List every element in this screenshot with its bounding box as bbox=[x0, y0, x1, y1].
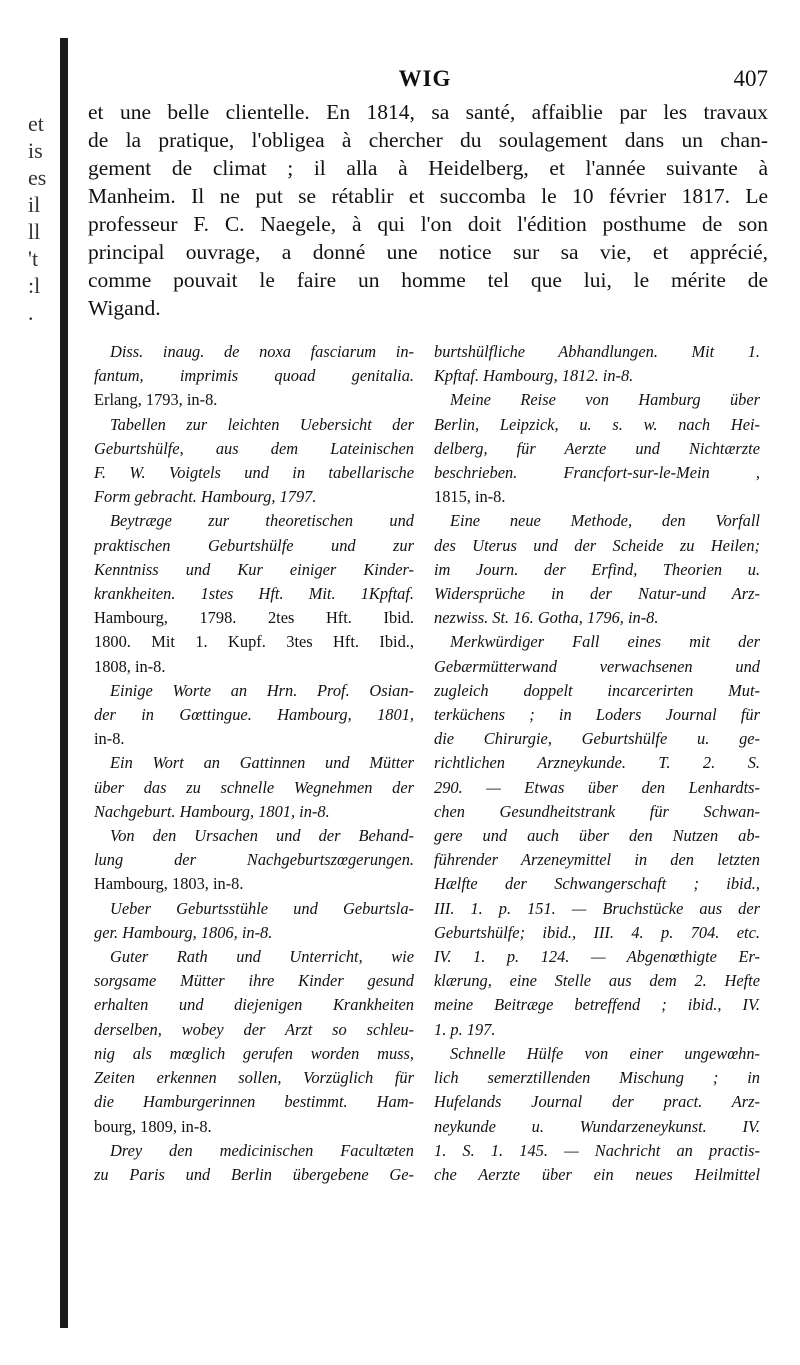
bibliography-line: nezwiss. St. 16. Gotha, 1796, in-8. bbox=[434, 608, 659, 628]
gutter-fragment: 't bbox=[28, 246, 39, 271]
bibliography-line: burtshülfliche Abhandlungen. Mit 1. bbox=[434, 342, 760, 361]
bibliography-line: führender Arzeneymittel in den letzten bbox=[434, 850, 760, 870]
bibliography-line: Kenntniss und Kur einiger Kinder- bbox=[94, 559, 414, 579]
bibliography-line: F. W. Voigtels und in tabellarische bbox=[94, 463, 414, 483]
bibliography-line: 1800. Mit 1. Kupf. 3tes Hft. Ibid., bbox=[94, 632, 414, 652]
bibliography-line: Beytræge zur theoretischen und bbox=[110, 511, 414, 531]
bibliography-line: des Uterus und der Scheide zu Heilen; bbox=[434, 535, 760, 555]
bibliography-line: Widersprüche in der Natur-und Arz- bbox=[434, 584, 760, 604]
bibliography-line: Geburtshülfe, aus dem Lateinischen bbox=[94, 438, 414, 458]
previous-page-fragments bbox=[28, 110, 52, 326]
bibliography-line: bourg, 1809, in-8. bbox=[94, 1116, 212, 1136]
bibliography-line: richtlichen Arzneykunde. T. 2. S. bbox=[434, 753, 760, 773]
bibliography-line: lich semerztillenden Mischung ; in bbox=[434, 1068, 760, 1088]
bibliography-line: Drey den medicinischen Facultæten bbox=[110, 1140, 414, 1160]
bibliography-line: IV. 1. p. 124. — Abgenœthigte Er- bbox=[434, 947, 760, 967]
bibliography-line: sorgsame Mütter ihre Kinder gesund bbox=[94, 971, 414, 991]
bibliography-line: Diss. inaug. de noxa fasciarum in- bbox=[110, 342, 414, 361]
paragraph-line: Manheim. Il ne put se rétablir et succomba le 10 février 1817. Le bbox=[88, 184, 768, 208]
paragraph-line: professeur F. C. Naegele, à qui l'on doit l'édition posthume de son bbox=[88, 212, 768, 236]
bibliography-line: meine Beitræge betreffend ; ibid., IV. bbox=[434, 995, 760, 1015]
paragraph-line: comme pouvait le faire un homme tel que lui, le mérite de bbox=[88, 268, 768, 292]
bibliography-line: 1. p. 197. bbox=[434, 1019, 496, 1039]
bibliography-line: zugleich doppelt incarcerirten Mut- bbox=[434, 680, 760, 700]
page-header bbox=[82, 66, 768, 96]
gutter-fragment: :l bbox=[28, 273, 41, 298]
bibliography-line: derselben, wobey der Arzt so schleu- bbox=[94, 1019, 414, 1039]
bibliography-line: Schnelle Hülfe von einer ungewœhn- bbox=[450, 1043, 760, 1063]
bibliography-line: zu Paris und Berlin übergebene Ge- bbox=[94, 1164, 414, 1184]
bibliography-line: praktischen Geburtshülfe und zur bbox=[94, 535, 414, 555]
bibliography-line: Merkwürdiger Fall eines mit der bbox=[450, 632, 760, 652]
bibliography-line: Guter Rath und Unterricht, wie bbox=[110, 947, 414, 967]
bibliography-line: gere und auch über den Nutzen ab- bbox=[434, 826, 760, 846]
gutter-fragment: es bbox=[28, 165, 47, 190]
bibliography-line: delberg, für Aerzte und Nichtærzte bbox=[434, 438, 760, 458]
bibliography-line: Hufelands Journal der pract. Arz- bbox=[434, 1092, 760, 1112]
paragraph-line: gement de climat ; il alla à Heidelberg, et l'année suivante à bbox=[88, 156, 768, 180]
bibliography-line: Geburtshülfe; ibid., III. 4. p. 704. etc. bbox=[434, 922, 760, 942]
gutter-fragment: il bbox=[28, 192, 41, 217]
bibliography-line: Ueber Geburtsstühle und Geburtsla- bbox=[110, 898, 414, 918]
paragraph-line: de la pratique, l'obligea à chercher du soulagement dans un chan- bbox=[88, 128, 768, 152]
bibliography-line: 1815, in-8. bbox=[434, 487, 506, 507]
bibliography-line: krankheiten. 1stes Hft. Mit. 1Kpftaf. bbox=[94, 584, 414, 604]
bibliography-line: über das zu schnelle Wegnehmen der bbox=[94, 777, 414, 797]
bibliography-line: Hambourg, 1798. 2tes Hft. Ibid. bbox=[94, 608, 414, 628]
biography-paragraph bbox=[88, 98, 768, 322]
paragraph-line: et une belle clientelle. En 1814, sa santé, affaiblie par les travaux bbox=[88, 100, 768, 124]
bibliography bbox=[94, 340, 766, 1280]
bibliography-line: 1808, in-8. bbox=[94, 656, 166, 676]
bibliography-line: Hambourg, 1803, in-8. bbox=[94, 874, 244, 894]
bibliography-line: terküchens ; in Loders Journal für bbox=[434, 705, 760, 725]
bibliography-line: Berlin, Leipzick, u. s. w. nach Hei- bbox=[434, 414, 760, 434]
bibliography-line: Kpftaf. Hambourg, 1812. in-8. bbox=[434, 366, 634, 386]
bibliography-line: lung der Nachgeburtszœgerungen. bbox=[94, 850, 414, 870]
bibliography-line: der in Gœttingue. Hambourg, 1801, bbox=[94, 705, 414, 725]
bibliography-line: klærung, eine Stelle aus dem 2. Hefte bbox=[434, 971, 760, 991]
bibliography-line: Zeiten erkennen sollen, Vorzüglich für bbox=[94, 1068, 414, 1088]
running-head: WIG bbox=[398, 66, 452, 91]
bibliography-line: Hælfte der Schwangerschaft ; ibid., bbox=[434, 874, 760, 894]
bibliography-line: Erlang, 1793, in-8. bbox=[94, 390, 218, 410]
bibliography-line: in-8. bbox=[94, 729, 125, 749]
bibliography-line: nig als mœglich gerufen worden muss, bbox=[94, 1043, 414, 1063]
bibliography-line: im Journ. der Erfind, Theorien u. bbox=[434, 559, 760, 579]
bibliography-line: 290. — Etwas über den Lenhardts- bbox=[434, 777, 760, 797]
bibliography-line: Eine neue Methode, den Vorfall bbox=[450, 511, 760, 531]
bibliography-line: Ein Wort an Gattinnen und Mütter bbox=[110, 753, 414, 773]
bibliography-line: Von den Ursachen und der Behand- bbox=[110, 826, 414, 846]
bibliography-line: 1. S. 1. 145. — Nachricht an practis- bbox=[434, 1140, 760, 1160]
bibliography-line: neykunde u. Wundarzeneykunst. IV. bbox=[434, 1116, 760, 1136]
gutter-fragment: is bbox=[28, 138, 43, 163]
bibliography-line: Meine Reise von Hamburg über bbox=[450, 390, 760, 410]
gutter-fragment: et bbox=[28, 111, 44, 136]
gutter-fragment: ll bbox=[28, 219, 41, 244]
bibliography-line: erhalten und diejenigen Krankheiten bbox=[94, 995, 414, 1015]
bibliography-line: Form gebracht. Hambourg, 1797. bbox=[94, 487, 317, 507]
bibliography-line: fantum, imprimis quoad genitalia. bbox=[94, 366, 414, 386]
bibliography-line: III. 1. p. 151. — Bruchstücke aus der bbox=[434, 898, 760, 918]
paragraph-line: principal ouvrage, a donné une notice sur sa vie, et apprécié, bbox=[88, 240, 768, 264]
bibliography-line: Tabellen zur leichten Uebersicht der bbox=[110, 414, 414, 434]
gutter-fragment: . bbox=[28, 300, 34, 325]
bibliography-line: ger. Hambourg, 1806, in-8. bbox=[94, 922, 273, 942]
bibliography-line: Nachgeburt. Hambourg, 1801, in-8. bbox=[94, 801, 330, 821]
bibliography-line: die Chirurgie, Geburtshülfe u. ge- bbox=[434, 729, 760, 749]
bibliography-line: che Aerzte über ein neues Heilmittel bbox=[434, 1164, 760, 1184]
bibliography-line: Einige Worte an Hrn. Prof. Osian- bbox=[110, 680, 414, 700]
binding-gutter bbox=[60, 38, 68, 1328]
bibliography-line: Gebærmütterwand verwachsenen und bbox=[434, 656, 760, 676]
paragraph-line: Wigand. bbox=[88, 296, 161, 320]
bibliography-line: chen Gesundheitstrank für Schwan- bbox=[434, 801, 760, 821]
bibliography-line: beschrieben. Francfort-sur-le-Mein , bbox=[434, 463, 760, 483]
bibliography-right-column bbox=[434, 340, 760, 1187]
bibliography-line: die Hamburgerinnen bestimmt. Ham- bbox=[94, 1092, 414, 1112]
bibliography-left-column bbox=[94, 340, 414, 1187]
page-number: 407 bbox=[733, 66, 768, 91]
